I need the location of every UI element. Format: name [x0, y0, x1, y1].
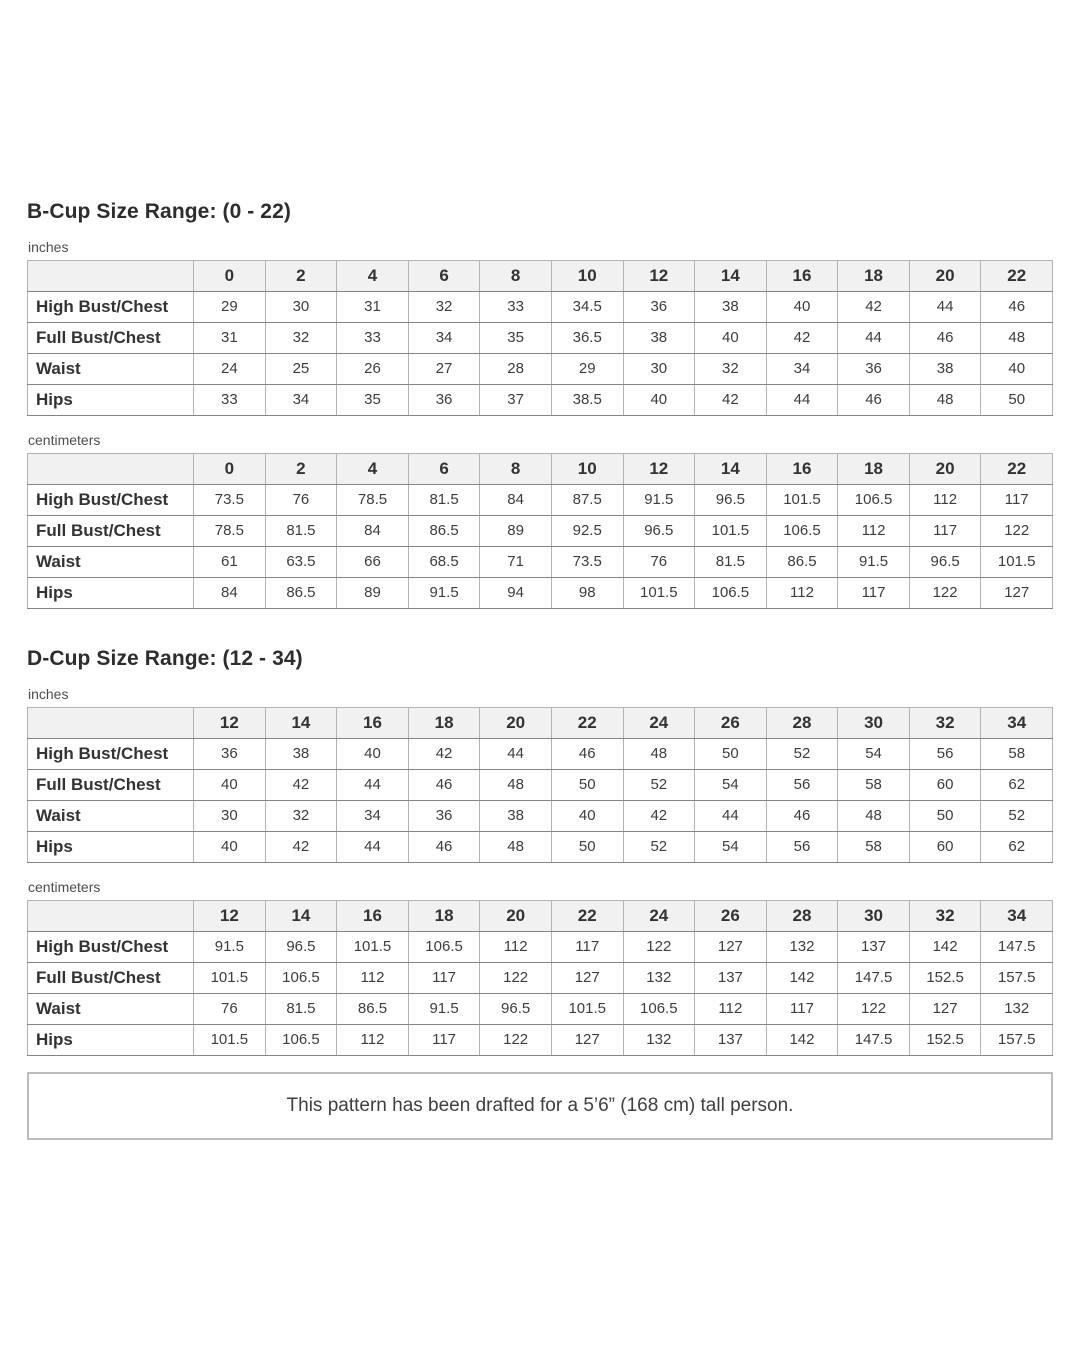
size-column-header: 12 — [194, 708, 266, 739]
measurement-value-cell: 76 — [265, 485, 337, 516]
measurement-value-cell: 56 — [909, 739, 981, 770]
measurement-value-cell: 44 — [909, 292, 981, 323]
measurement-value-cell: 142 — [909, 932, 981, 963]
measurement-value-cell: 117 — [408, 1025, 480, 1056]
measurement-value-cell: 33 — [480, 292, 552, 323]
measurement-value-cell: 44 — [337, 770, 409, 801]
measurement-value-cell: 25 — [265, 354, 337, 385]
measurement-row — [28, 1025, 1053, 1056]
measurement-value-cell: 32 — [408, 292, 480, 323]
measurement-value-cell: 46 — [551, 739, 623, 770]
measurement-value-cell: 36 — [408, 801, 480, 832]
measurement-row-label: High Bust/Chest — [28, 932, 194, 963]
measurement-value-cell: 157.5 — [981, 963, 1053, 994]
size-column-header: 16 — [766, 261, 838, 292]
measurement-value-cell: 38 — [695, 292, 767, 323]
measurement-value-cell: 86.5 — [408, 516, 480, 547]
measurement-value-cell: 58 — [838, 832, 910, 863]
measurement-value-cell: 40 — [194, 770, 266, 801]
measurement-value-cell: 96.5 — [265, 932, 337, 963]
measurement-value-cell: 117 — [838, 578, 910, 609]
size-column-header: 6 — [408, 454, 480, 485]
measurement-row — [28, 770, 1053, 801]
size-column-header: 28 — [766, 901, 838, 932]
size-column-header: 12 — [623, 454, 695, 485]
measurement-value-cell: 42 — [265, 832, 337, 863]
size-column-header: 26 — [695, 708, 767, 739]
measurement-value-cell: 101.5 — [551, 994, 623, 1025]
measurement-value-cell: 42 — [408, 739, 480, 770]
measurement-value-cell: 84 — [480, 485, 552, 516]
measurement-value-cell: 98 — [551, 578, 623, 609]
measurement-value-cell: 73.5 — [551, 547, 623, 578]
measurement-row — [28, 516, 1053, 547]
measurement-value-cell: 32 — [265, 323, 337, 354]
measurement-value-cell: 86.5 — [337, 994, 409, 1025]
size-column-header: 0 — [194, 261, 266, 292]
measurement-value-cell: 78.5 — [337, 485, 409, 516]
size-column-header: 16 — [337, 708, 409, 739]
measurement-value-cell: 112 — [838, 516, 910, 547]
measurement-value-cell: 147.5 — [981, 932, 1053, 963]
measurement-value-cell: 127 — [551, 963, 623, 994]
measurement-value-cell: 34 — [337, 801, 409, 832]
measurement-value-cell: 81.5 — [408, 485, 480, 516]
size-column-header: 10 — [551, 261, 623, 292]
b-cup-centimeters-block — [27, 432, 1053, 609]
measurement-value-cell: 42 — [623, 801, 695, 832]
size-column-header: 2 — [265, 454, 337, 485]
measurement-value-cell: 46 — [838, 385, 910, 416]
measurement-value-cell: 66 — [337, 547, 409, 578]
measurement-value-cell: 112 — [337, 963, 409, 994]
measurement-value-cell: 36 — [838, 354, 910, 385]
measurement-value-cell: 137 — [838, 932, 910, 963]
measurement-value-cell: 46 — [909, 323, 981, 354]
b-cup-inches-block — [27, 239, 1053, 416]
corner-cell — [28, 454, 194, 485]
measurement-value-cell: 34 — [265, 385, 337, 416]
measurement-value-cell: 42 — [695, 385, 767, 416]
unit-label: inches — [28, 239, 69, 255]
measurement-value-cell: 34 — [408, 323, 480, 354]
measurement-value-cell: 91.5 — [838, 547, 910, 578]
measurement-value-cell: 32 — [695, 354, 767, 385]
size-header-row — [28, 454, 1053, 485]
measurement-value-cell: 34.5 — [551, 292, 623, 323]
size-column-header: 6 — [408, 261, 480, 292]
measurement-value-cell: 60 — [909, 832, 981, 863]
measurement-row — [28, 801, 1053, 832]
measurement-value-cell: 89 — [480, 516, 552, 547]
measurement-row — [28, 485, 1053, 516]
size-column-header: 16 — [766, 454, 838, 485]
measurement-value-cell: 50 — [981, 385, 1053, 416]
size-column-header: 18 — [838, 261, 910, 292]
unit-label: centimeters — [28, 879, 101, 895]
measurement-value-cell: 142 — [766, 1025, 838, 1056]
size-column-header: 24 — [623, 708, 695, 739]
measurement-value-cell: 106.5 — [265, 963, 337, 994]
measurement-value-cell: 106.5 — [265, 1025, 337, 1056]
measurement-value-cell: 101.5 — [194, 963, 266, 994]
unit-label: inches — [28, 686, 69, 702]
measurement-value-cell: 122 — [480, 963, 552, 994]
measurement-value-cell: 101.5 — [981, 547, 1053, 578]
size-column-header: 20 — [909, 261, 981, 292]
height-note-box — [27, 1072, 1053, 1140]
measurement-value-cell: 40 — [623, 385, 695, 416]
measurement-row-label: High Bust/Chest — [28, 292, 194, 323]
b-cup-section — [27, 200, 1053, 609]
measurement-value-cell: 44 — [766, 385, 838, 416]
measurement-value-cell: 63.5 — [265, 547, 337, 578]
measurement-value-cell: 60 — [909, 770, 981, 801]
size-column-header: 18 — [408, 708, 480, 739]
size-header-row — [28, 261, 1053, 292]
measurement-value-cell: 142 — [766, 963, 838, 994]
measurement-row — [28, 385, 1053, 416]
size-column-header: 4 — [337, 454, 409, 485]
measurement-value-cell: 112 — [909, 485, 981, 516]
size-column-header: 14 — [265, 708, 337, 739]
measurement-value-cell: 62 — [981, 770, 1053, 801]
measurement-value-cell: 58 — [838, 770, 910, 801]
size-column-header: 20 — [480, 901, 552, 932]
measurement-value-cell: 36 — [194, 739, 266, 770]
measurement-value-cell: 117 — [909, 516, 981, 547]
measurement-value-cell: 52 — [766, 739, 838, 770]
measurement-value-cell: 127 — [695, 932, 767, 963]
measurement-value-cell: 46 — [408, 770, 480, 801]
measurement-value-cell: 38 — [480, 801, 552, 832]
measurement-value-cell: 50 — [551, 832, 623, 863]
measurement-value-cell: 152.5 — [909, 963, 981, 994]
measurement-value-cell: 28 — [480, 354, 552, 385]
measurement-value-cell: 96.5 — [909, 547, 981, 578]
measurement-value-cell: 132 — [766, 932, 838, 963]
measurement-value-cell: 112 — [766, 578, 838, 609]
measurement-value-cell: 36 — [408, 385, 480, 416]
size-column-header: 14 — [265, 901, 337, 932]
measurement-value-cell: 48 — [909, 385, 981, 416]
measurement-row — [28, 323, 1053, 354]
measurement-value-cell: 112 — [480, 932, 552, 963]
size-column-header: 30 — [838, 901, 910, 932]
size-header-row — [28, 901, 1053, 932]
measurement-value-cell: 56 — [766, 770, 838, 801]
measurement-value-cell: 48 — [838, 801, 910, 832]
measurement-value-cell: 86.5 — [766, 547, 838, 578]
measurement-value-cell: 147.5 — [838, 963, 910, 994]
measurement-value-cell: 40 — [981, 354, 1053, 385]
measurement-value-cell: 122 — [480, 1025, 552, 1056]
measurement-value-cell: 106.5 — [766, 516, 838, 547]
measurement-value-cell: 38 — [265, 739, 337, 770]
measurement-value-cell: 73.5 — [194, 485, 266, 516]
measurement-row — [28, 292, 1053, 323]
measurement-value-cell: 32 — [265, 801, 337, 832]
measurement-value-cell: 117 — [766, 994, 838, 1025]
size-column-header: 34 — [981, 901, 1053, 932]
size-column-header: 10 — [551, 454, 623, 485]
measurement-value-cell: 76 — [623, 547, 695, 578]
measurement-row-label: High Bust/Chest — [28, 739, 194, 770]
size-column-header: 4 — [337, 261, 409, 292]
measurement-value-cell: 106.5 — [695, 578, 767, 609]
measurement-value-cell: 81.5 — [695, 547, 767, 578]
measurement-value-cell: 52 — [623, 770, 695, 801]
measurement-value-cell: 96.5 — [480, 994, 552, 1025]
measurement-value-cell: 44 — [838, 323, 910, 354]
measurement-value-cell: 48 — [480, 832, 552, 863]
measurement-value-cell: 62 — [981, 832, 1053, 863]
measurement-value-cell: 86.5 — [265, 578, 337, 609]
measurement-value-cell: 94 — [480, 578, 552, 609]
section-title-b-cup: B-Cup Size Range: (0 - 22) — [27, 200, 291, 223]
size-column-header: 8 — [480, 261, 552, 292]
measurement-value-cell: 38 — [909, 354, 981, 385]
measurement-value-cell: 40 — [551, 801, 623, 832]
measurement-value-cell: 40 — [337, 739, 409, 770]
measurement-value-cell: 35 — [337, 385, 409, 416]
measurement-value-cell: 54 — [695, 770, 767, 801]
size-column-header: 34 — [981, 708, 1053, 739]
measurement-value-cell: 30 — [623, 354, 695, 385]
measurement-value-cell: 56 — [766, 832, 838, 863]
corner-cell — [28, 708, 194, 739]
measurement-row-label: Hips — [28, 385, 194, 416]
measurement-value-cell: 52 — [623, 832, 695, 863]
size-column-header: 18 — [838, 454, 910, 485]
measurement-value-cell: 54 — [838, 739, 910, 770]
measurement-value-cell: 54 — [695, 832, 767, 863]
measurement-value-cell: 147.5 — [838, 1025, 910, 1056]
measurement-value-cell: 112 — [337, 1025, 409, 1056]
measurement-value-cell: 24 — [194, 354, 266, 385]
d-cup-centimeters-block — [27, 879, 1053, 1056]
size-column-header: 30 — [838, 708, 910, 739]
measurement-row — [28, 963, 1053, 994]
measurement-row-label: Full Bust/Chest — [28, 770, 194, 801]
measurement-row-label: Waist — [28, 547, 194, 578]
measurement-value-cell: 87.5 — [551, 485, 623, 516]
corner-cell — [28, 261, 194, 292]
measurement-row — [28, 994, 1053, 1025]
measurement-value-cell: 31 — [337, 292, 409, 323]
measurement-row — [28, 354, 1053, 385]
measurement-value-cell: 101.5 — [194, 1025, 266, 1056]
measurement-row-label: Waist — [28, 354, 194, 385]
size-column-header: 20 — [480, 708, 552, 739]
measurement-value-cell: 91.5 — [408, 994, 480, 1025]
measurement-value-cell: 27 — [408, 354, 480, 385]
measurement-row — [28, 578, 1053, 609]
measurement-value-cell: 91.5 — [623, 485, 695, 516]
measurement-value-cell: 44 — [480, 739, 552, 770]
measurement-value-cell: 26 — [337, 354, 409, 385]
measurement-row-label: Full Bust/Chest — [28, 963, 194, 994]
measurement-row-label: Waist — [28, 801, 194, 832]
measurement-value-cell: 44 — [695, 801, 767, 832]
measurement-value-cell: 89 — [337, 578, 409, 609]
measurement-value-cell: 40 — [194, 832, 266, 863]
measurement-value-cell: 112 — [695, 994, 767, 1025]
measurement-value-cell: 117 — [551, 932, 623, 963]
measurement-value-cell: 48 — [981, 323, 1053, 354]
measurement-value-cell: 101.5 — [337, 932, 409, 963]
measurement-value-cell: 78.5 — [194, 516, 266, 547]
size-column-header: 20 — [909, 454, 981, 485]
measurement-value-cell: 101.5 — [766, 485, 838, 516]
measurement-value-cell: 96.5 — [623, 516, 695, 547]
measurement-value-cell: 50 — [551, 770, 623, 801]
measurement-value-cell: 48 — [480, 770, 552, 801]
measurement-value-cell: 157.5 — [981, 1025, 1053, 1056]
measurement-value-cell: 92.5 — [551, 516, 623, 547]
measurement-row-label: Hips — [28, 578, 194, 609]
measurement-value-cell: 68.5 — [408, 547, 480, 578]
measurement-value-cell: 37 — [480, 385, 552, 416]
d-cup-inches-table — [27, 707, 1053, 863]
measurement-value-cell: 34 — [766, 354, 838, 385]
measurement-value-cell: 38.5 — [551, 385, 623, 416]
measurement-value-cell: 132 — [623, 1025, 695, 1056]
measurement-value-cell: 122 — [838, 994, 910, 1025]
height-note-text: This pattern has been drafted for a 5’6” (168 cm) tall person. — [286, 1095, 794, 1116]
measurement-value-cell: 58 — [981, 739, 1053, 770]
measurement-row — [28, 547, 1053, 578]
measurement-row-label: Waist — [28, 994, 194, 1025]
measurement-value-cell: 50 — [695, 739, 767, 770]
measurement-value-cell: 101.5 — [623, 578, 695, 609]
measurement-value-cell: 122 — [623, 932, 695, 963]
measurement-value-cell: 127 — [551, 1025, 623, 1056]
measurement-value-cell: 30 — [194, 801, 266, 832]
measurement-row-label: Hips — [28, 1025, 194, 1056]
measurement-value-cell: 48 — [623, 739, 695, 770]
measurement-value-cell: 31 — [194, 323, 266, 354]
size-column-header: 14 — [695, 261, 767, 292]
measurement-value-cell: 127 — [981, 578, 1053, 609]
d-cup-section — [27, 647, 1053, 1056]
measurement-row-label: Hips — [28, 832, 194, 863]
measurement-value-cell: 46 — [766, 801, 838, 832]
measurement-value-cell: 84 — [194, 578, 266, 609]
measurement-value-cell: 132 — [623, 963, 695, 994]
measurement-value-cell: 40 — [766, 292, 838, 323]
measurement-value-cell: 84 — [337, 516, 409, 547]
size-column-header: 22 — [551, 708, 623, 739]
size-column-header: 26 — [695, 901, 767, 932]
measurement-value-cell: 46 — [981, 292, 1053, 323]
measurement-value-cell: 76 — [194, 994, 266, 1025]
size-column-header: 28 — [766, 708, 838, 739]
measurement-value-cell: 137 — [695, 963, 767, 994]
measurement-value-cell: 96.5 — [695, 485, 767, 516]
measurement-value-cell: 44 — [337, 832, 409, 863]
unit-label: centimeters — [28, 432, 101, 448]
measurement-value-cell: 81.5 — [265, 516, 337, 547]
size-column-header: 32 — [909, 708, 981, 739]
measurement-value-cell: 106.5 — [623, 994, 695, 1025]
corner-cell — [28, 901, 194, 932]
measurement-value-cell: 122 — [981, 516, 1053, 547]
measurement-value-cell: 36.5 — [551, 323, 623, 354]
measurement-value-cell: 71 — [480, 547, 552, 578]
measurement-value-cell: 91.5 — [408, 578, 480, 609]
measurement-value-cell: 42 — [265, 770, 337, 801]
measurement-value-cell: 152.5 — [909, 1025, 981, 1056]
measurement-value-cell: 117 — [981, 485, 1053, 516]
measurement-value-cell: 33 — [194, 385, 266, 416]
measurement-row-label: High Bust/Chest — [28, 485, 194, 516]
size-column-header: 22 — [551, 901, 623, 932]
measurement-value-cell: 42 — [838, 292, 910, 323]
measurement-value-cell: 42 — [766, 323, 838, 354]
measurement-value-cell: 61 — [194, 547, 266, 578]
size-header-row — [28, 708, 1053, 739]
size-column-header: 2 — [265, 261, 337, 292]
measurement-value-cell: 50 — [909, 801, 981, 832]
size-column-header: 14 — [695, 454, 767, 485]
measurement-value-cell: 137 — [695, 1025, 767, 1056]
d-cup-centimeters-table — [27, 900, 1053, 1056]
measurement-row — [28, 832, 1053, 863]
measurement-value-cell: 122 — [909, 578, 981, 609]
measurement-value-cell: 117 — [408, 963, 480, 994]
measurement-value-cell: 40 — [695, 323, 767, 354]
measurement-value-cell: 106.5 — [408, 932, 480, 963]
measurement-row — [28, 739, 1053, 770]
size-column-header: 22 — [981, 454, 1053, 485]
b-cup-centimeters-table — [27, 453, 1053, 609]
measurement-row-label: Full Bust/Chest — [28, 323, 194, 354]
measurement-value-cell: 29 — [194, 292, 266, 323]
measurement-row-label: Full Bust/Chest — [28, 516, 194, 547]
size-column-header: 12 — [194, 901, 266, 932]
size-column-header: 32 — [909, 901, 981, 932]
measurement-value-cell: 46 — [408, 832, 480, 863]
measurement-value-cell: 127 — [909, 994, 981, 1025]
measurement-value-cell: 106.5 — [838, 485, 910, 516]
size-column-header: 16 — [337, 901, 409, 932]
measurement-value-cell: 81.5 — [265, 994, 337, 1025]
measurement-value-cell: 35 — [480, 323, 552, 354]
size-column-header: 8 — [480, 454, 552, 485]
measurement-value-cell: 38 — [623, 323, 695, 354]
measurement-value-cell: 101.5 — [695, 516, 767, 547]
size-column-header: 12 — [623, 261, 695, 292]
size-column-header: 22 — [981, 261, 1053, 292]
measurement-value-cell: 52 — [981, 801, 1053, 832]
size-column-header: 0 — [194, 454, 266, 485]
size-column-header: 24 — [623, 901, 695, 932]
size-column-header: 18 — [408, 901, 480, 932]
measurement-value-cell: 132 — [981, 994, 1053, 1025]
d-cup-inches-block — [27, 686, 1053, 863]
measurement-value-cell: 30 — [265, 292, 337, 323]
measurement-value-cell: 33 — [337, 323, 409, 354]
section-title-d-cup: D-Cup Size Range: (12 - 34) — [27, 647, 303, 670]
measurement-value-cell: 29 — [551, 354, 623, 385]
measurement-value-cell: 91.5 — [194, 932, 266, 963]
measurement-row — [28, 932, 1053, 963]
b-cup-inches-table — [27, 260, 1053, 416]
measurement-value-cell: 36 — [623, 292, 695, 323]
